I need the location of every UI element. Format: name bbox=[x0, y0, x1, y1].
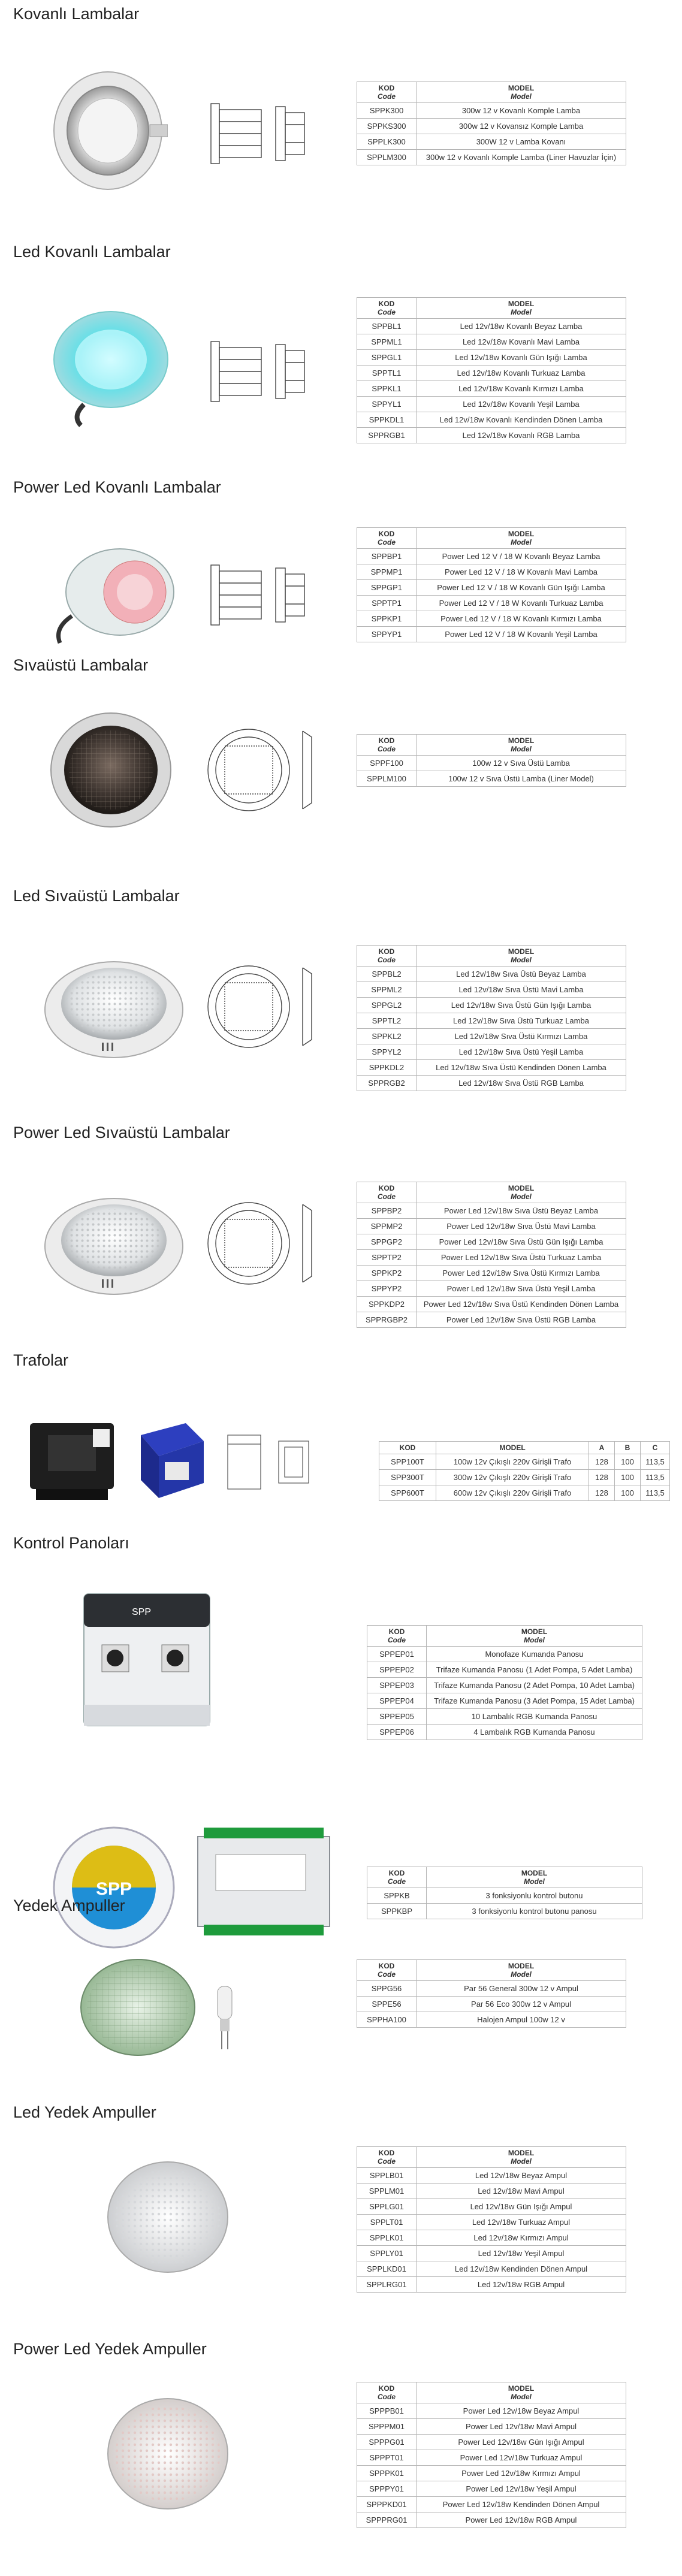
product-code-cell: SPPML2 bbox=[357, 982, 417, 998]
product-code-table bbox=[357, 297, 626, 443]
table-row bbox=[357, 366, 626, 381]
product-code-cell: SPP100T bbox=[379, 1454, 436, 1470]
table-header-row bbox=[357, 2147, 626, 2168]
product-code-cell: SPPPM01 bbox=[357, 2419, 417, 2435]
column-header-model: MODEL Model bbox=[427, 1867, 642, 1888]
product-model-cell: 300w 12 v Kovanlı Komple Lamba bbox=[417, 103, 626, 119]
table-row bbox=[357, 1013, 626, 1029]
product-code-cell: SPPRGB1 bbox=[357, 428, 417, 443]
product-code-cell: SPPKB bbox=[367, 1888, 427, 1904]
section-trafolar bbox=[0, 1351, 682, 1531]
column-header-code: KOD Code bbox=[367, 1867, 427, 1888]
power-led-pool-light-photo bbox=[48, 544, 180, 646]
product-model-cell: Power Led 12 V / 18 W Kovanlı Mavi Lamba bbox=[417, 564, 626, 580]
table-header-row bbox=[367, 1626, 642, 1647]
table-row bbox=[357, 428, 626, 443]
table-row bbox=[357, 1029, 626, 1044]
product-code-cell: SPPK300 bbox=[357, 103, 417, 119]
product-code-cell: SPPEP03 bbox=[367, 1678, 427, 1693]
product-model-cell: 128 bbox=[589, 1454, 615, 1470]
transformer-box-photo bbox=[129, 1411, 213, 1507]
table-row bbox=[357, 1044, 626, 1060]
section-title: Kontrol Panoları bbox=[13, 1534, 129, 1552]
pool-light-photo bbox=[48, 65, 168, 197]
technical-drawing bbox=[204, 556, 312, 634]
product-code-cell: SPPE56 bbox=[357, 1997, 417, 2012]
transformer-photo bbox=[24, 1411, 126, 1507]
table-row bbox=[357, 1297, 626, 1312]
table-row bbox=[357, 319, 626, 334]
table-row bbox=[357, 1203, 626, 1219]
product-model-cell: Led 12v/18w Turkuaz Ampul bbox=[417, 2215, 626, 2230]
table-row bbox=[367, 1709, 642, 1725]
product-code-cell: SPPBL1 bbox=[357, 319, 417, 334]
product-model-cell: Power Led 12v/18w Beyaz Ampul bbox=[417, 2403, 626, 2419]
product-model-cell: Power Led 12 V / 18 W Kovanlı Kırmızı Lamba bbox=[417, 611, 626, 627]
led-surface-light-photo bbox=[42, 953, 186, 1061]
product-model-cell: 10 Lambalık RGB Kumanda Panosu bbox=[427, 1709, 642, 1725]
product-model-cell: Power Led 12v/18w Sıva Üstü Kırmızı Lamba bbox=[417, 1266, 626, 1281]
table-row bbox=[357, 2403, 626, 2419]
product-model-cell: Power Led 12 V / 18 W Kovanlı Beyaz Lamba bbox=[417, 549, 626, 564]
table-header-row bbox=[357, 298, 626, 319]
product-code-cell: SPPPK01 bbox=[357, 2466, 417, 2481]
product-code-cell: SPPTP1 bbox=[357, 596, 417, 611]
table-row bbox=[357, 2481, 626, 2497]
product-model-cell: Led 12v/18w Sıva Üstü Kırmızı Lamba bbox=[417, 1029, 626, 1044]
product-code-cell: SPPYP1 bbox=[357, 627, 417, 642]
product-model-cell: Led 12v/18w Kovanlı RGB Lamba bbox=[417, 428, 626, 443]
surface-light-photo bbox=[48, 710, 174, 830]
technical-drawing bbox=[204, 1195, 324, 1291]
product-code-cell: SPPTL2 bbox=[357, 1013, 417, 1029]
table-row bbox=[357, 1981, 626, 1997]
product-code-cell: SPPEP05 bbox=[367, 1709, 427, 1725]
product-model-cell: 113,5 bbox=[641, 1485, 670, 1501]
table-row bbox=[357, 2215, 626, 2230]
table-row bbox=[367, 1647, 642, 1662]
product-model-cell: Led 12v/18w Beyaz Ampul bbox=[417, 2168, 626, 2184]
product-code-table bbox=[357, 2382, 626, 2528]
table-row bbox=[357, 2230, 626, 2246]
column-header-code: KOD Code bbox=[357, 2147, 417, 2168]
product-code-cell: SPPHA100 bbox=[357, 2012, 417, 2028]
product-code-cell: SPPYL1 bbox=[357, 397, 417, 412]
table-row bbox=[357, 771, 626, 787]
column-header: KOD bbox=[379, 1442, 436, 1454]
product-model-cell: 3 fonksiyonlu kontrol butonu bbox=[427, 1888, 642, 1904]
product-model-cell: Power Led 12v/18w Sıva Üstü Mavi Lamba bbox=[417, 1219, 626, 1234]
product-model-cell: Power Led 12v/18w RGB Ampul bbox=[417, 2512, 626, 2528]
section-title: Power Led Yedek Ampuller bbox=[13, 2340, 207, 2358]
product-model-cell: Monofaze Kumanda Panosu bbox=[427, 1647, 642, 1662]
product-model-cell: Led 12v/18w Sıva Üstü RGB Lamba bbox=[417, 1076, 626, 1091]
product-code-cell: SPPKL1 bbox=[357, 381, 417, 397]
table-row bbox=[357, 1076, 626, 1091]
column-header-code: KOD Code bbox=[357, 298, 417, 319]
product-model-cell: Led 12v/18w Gün Işığı Ampul bbox=[417, 2199, 626, 2215]
table-row bbox=[357, 611, 626, 627]
table-row bbox=[379, 1454, 670, 1470]
product-model-cell: Power Led 12 V / 18 W Kovanlı Gün Işığı Lamba bbox=[417, 580, 626, 596]
product-code-cell: SPP600T bbox=[379, 1485, 436, 1501]
table-row bbox=[357, 1060, 626, 1076]
column-header-model: MODEL Model bbox=[417, 82, 626, 103]
column-header-code: KOD Code bbox=[367, 1626, 427, 1647]
section-title: Power Led Sıvaüstü Lambalar bbox=[13, 1124, 230, 1141]
power-led-bulb-photo bbox=[102, 2394, 234, 2514]
table-row bbox=[357, 580, 626, 596]
product-model-cell: 100w 12 v Sıva Üstü Lamba (Liner Model) bbox=[417, 771, 626, 787]
product-code-cell: SPPKS300 bbox=[357, 119, 417, 134]
table-row bbox=[357, 2450, 626, 2466]
table-row bbox=[357, 1234, 626, 1250]
product-code-cell: SPPEP04 bbox=[367, 1693, 427, 1709]
product-model-cell: 300w 12 v Kovanlı Komple Lamba (Liner Havuzlar İçin) bbox=[417, 150, 626, 165]
table-row bbox=[357, 150, 626, 165]
table-row bbox=[357, 2435, 626, 2450]
product-code-cell: SPPLY01 bbox=[357, 2246, 417, 2261]
halogen-bulb-photo bbox=[207, 1980, 243, 2052]
section-title: Kovanlı Lambalar bbox=[13, 5, 140, 23]
product-model-cell: 100w 12 v Sıva Üstü Lamba bbox=[417, 756, 626, 771]
product-code-cell: SPPLK01 bbox=[357, 2230, 417, 2246]
product-code-cell: SPPPB01 bbox=[357, 2403, 417, 2419]
product-model-cell: Power Led 12v/18w Mavi Ampul bbox=[417, 2419, 626, 2435]
column-header: MODEL bbox=[436, 1442, 589, 1454]
product-model-cell: Power Led 12v/18w Sıva Üstü Kendinden Dönen Lamba bbox=[417, 1297, 626, 1312]
product-model-cell: Power Led 12v/18w Sıva Üstü Gün Işığı Lamba bbox=[417, 1234, 626, 1250]
column-header-model: MODEL Model bbox=[427, 1626, 642, 1647]
control-panel-photo bbox=[78, 1588, 222, 1732]
product-code-cell: SPPLB01 bbox=[357, 2168, 417, 2184]
product-code-cell: SPPLKD01 bbox=[357, 2261, 417, 2277]
table-row bbox=[357, 334, 626, 350]
table-row bbox=[357, 2168, 626, 2184]
table-row bbox=[357, 1997, 626, 2012]
table-row bbox=[357, 2419, 626, 2435]
column-header-model: MODEL Model bbox=[417, 1960, 626, 1981]
product-code-cell: SPPLM100 bbox=[357, 771, 417, 787]
led-pool-light-photo bbox=[48, 309, 174, 428]
product-code-cell: SPPBL2 bbox=[357, 967, 417, 982]
column-header-model: MODEL Model bbox=[417, 528, 626, 549]
product-model-cell: 600w 12v Çıkışlı 220v Girişli Trafo bbox=[436, 1485, 589, 1501]
product-model-cell: Led 12v/18w Sıva Üstü Gün Işığı Lamba bbox=[417, 998, 626, 1013]
product-code-cell: SPPMP2 bbox=[357, 1219, 417, 1234]
product-code-cell: SPPLT01 bbox=[357, 2215, 417, 2230]
product-code-cell: SPPLRG01 bbox=[357, 2277, 417, 2293]
product-model-cell: Led 12v/18w Sıva Üstü Turkuaz Lamba bbox=[417, 1013, 626, 1029]
table-row bbox=[357, 982, 626, 998]
column-header-code: KOD Code bbox=[357, 946, 417, 967]
technical-drawing bbox=[204, 95, 312, 173]
product-model-cell: Led 12v/18w Sıva Üstü Yeşil Lamba bbox=[417, 1044, 626, 1060]
control-panel-table bbox=[367, 1625, 642, 1740]
table-row bbox=[357, 381, 626, 397]
product-code-cell: SPPRGB2 bbox=[357, 1076, 417, 1091]
product-model-cell: Led 12v/18w RGB Ampul bbox=[417, 2277, 626, 2293]
product-model-cell: Power Led 12v/18w Sıva Üstü Yeşil Lamba bbox=[417, 1281, 626, 1297]
product-model-cell: Led 12v/18w Sıva Üstü Mavi Lamba bbox=[417, 982, 626, 998]
transformer-table bbox=[379, 1441, 670, 1501]
product-code-cell: SPPPKD01 bbox=[357, 2497, 417, 2512]
product-code-cell: SPPTL1 bbox=[357, 366, 417, 381]
table-header-row bbox=[367, 1867, 642, 1888]
product-code-cell: SPPLK300 bbox=[357, 134, 417, 150]
table-row bbox=[357, 2261, 626, 2277]
product-code-cell: SPPKDP2 bbox=[357, 1297, 417, 1312]
column-header-model: MODEL Model bbox=[417, 2147, 626, 2168]
product-code-table bbox=[357, 945, 626, 1091]
product-model-cell: Trifaze Kumanda Panosu (1 Adet Pompa, 5 Adet Lamba) bbox=[427, 1662, 642, 1678]
column-header-code: KOD Code bbox=[357, 528, 417, 549]
product-model-cell: Led 12v/18w Mavi Ampul bbox=[417, 2184, 626, 2199]
power-led-surface-light-photo bbox=[42, 1189, 186, 1297]
table-header-row bbox=[357, 82, 626, 103]
column-header-model: MODEL Model bbox=[417, 2382, 626, 2403]
product-code-cell: SPPLM01 bbox=[357, 2184, 417, 2199]
product-code-table bbox=[357, 1182, 626, 1328]
product-model-cell: 100 bbox=[615, 1485, 641, 1501]
product-code-table bbox=[357, 527, 626, 642]
product-model-cell: 4 Lambalık RGB Kumanda Panosu bbox=[427, 1725, 642, 1740]
product-model-cell: Led 12v/18w Sıva Üstü Beyaz Lamba bbox=[417, 967, 626, 982]
product-code-cell: SPPKDL2 bbox=[357, 1060, 417, 1076]
table-row bbox=[357, 1281, 626, 1297]
table-row bbox=[357, 397, 626, 412]
section-title: Led Kovanlı Lambalar bbox=[13, 243, 171, 261]
technical-drawing bbox=[204, 959, 324, 1055]
product-code-cell: SPPPY01 bbox=[357, 2481, 417, 2497]
product-model-cell: 100 bbox=[615, 1454, 641, 1470]
product-code-table bbox=[357, 734, 626, 787]
column-header-model: MODEL Model bbox=[417, 946, 626, 967]
technical-drawing bbox=[222, 1423, 324, 1501]
product-code-table bbox=[357, 81, 626, 165]
product-model-cell: Trifaze Kumanda Panosu (3 Adet Pompa, 15 Adet Lamba) bbox=[427, 1693, 642, 1709]
column-header-code: KOD Code bbox=[357, 1960, 417, 1981]
product-model-cell: Halojen Ampul 100w 12 v bbox=[417, 2012, 626, 2028]
led-bulb-photo bbox=[102, 2157, 234, 2277]
product-code-cell: SPPKDL1 bbox=[357, 412, 417, 428]
table-row bbox=[357, 2199, 626, 2215]
column-header: A bbox=[589, 1442, 615, 1454]
product-model-cell: 300w 12v Çıkışlı 220v Girişli Trafo bbox=[436, 1470, 589, 1485]
table-row bbox=[357, 564, 626, 580]
section-title: Yedek Ampuller bbox=[13, 1896, 125, 1914]
table-row bbox=[357, 1312, 626, 1328]
column-header-model: MODEL Model bbox=[417, 1182, 626, 1203]
product-model-cell: Led 12v/18w Kovanlı Yeşil Lamba bbox=[417, 397, 626, 412]
column-header: B bbox=[615, 1442, 641, 1454]
product-code-cell: SPPYL2 bbox=[357, 1044, 417, 1060]
table-header-row bbox=[357, 1960, 626, 1981]
product-model-cell: Power Led 12v/18w Gün Işığı Ampul bbox=[417, 2435, 626, 2450]
product-code-cell: SPPLG01 bbox=[357, 2199, 417, 2215]
column-header-model: MODEL Model bbox=[417, 298, 626, 319]
product-code-cell: SPPKP2 bbox=[357, 1266, 417, 1281]
product-code-cell: SPPKP1 bbox=[357, 611, 417, 627]
product-code-cell: SPPPRG01 bbox=[357, 2512, 417, 2528]
table-row bbox=[357, 2277, 626, 2293]
product-model-cell: Power Led 12 V / 18 W Kovanlı Yeşil Lamba bbox=[417, 627, 626, 642]
table-row bbox=[357, 2012, 626, 2028]
section-title: Sıvaüstü Lambalar bbox=[13, 656, 149, 674]
product-code-cell: SPPF100 bbox=[357, 756, 417, 771]
table-row bbox=[367, 1662, 642, 1678]
product-code-cell: SPPEP06 bbox=[367, 1725, 427, 1740]
table-header-row bbox=[357, 946, 626, 967]
button-logo-label: SPP bbox=[96, 1879, 132, 1899]
product-model-cell: 128 bbox=[589, 1470, 615, 1485]
panel-brand-label: SPP bbox=[132, 1607, 152, 1617]
table-header-row bbox=[357, 528, 626, 549]
product-code-table bbox=[357, 2146, 626, 2293]
product-model-cell: 100w 12v Çıkışlı 220v Girişli Trafo bbox=[436, 1454, 589, 1470]
product-model-cell: Led 12v/18w Sıva Üstü Kendinden Dönen Lamba bbox=[417, 1060, 626, 1076]
table-header-row bbox=[357, 735, 626, 756]
table-row bbox=[367, 1693, 642, 1709]
product-model-cell: Led 12v/18w Kovanlı Gün Işığı Lamba bbox=[417, 350, 626, 366]
table-row bbox=[379, 1470, 670, 1485]
product-model-cell: 3 fonksiyonlu kontrol butonu panosu bbox=[427, 1904, 642, 1919]
section-title: Led Sıvaüstü Lambalar bbox=[13, 887, 180, 905]
column-header-code: KOD Code bbox=[357, 82, 417, 103]
table-row bbox=[357, 549, 626, 564]
table-row bbox=[357, 1266, 626, 1281]
table-row bbox=[357, 119, 626, 134]
table-row bbox=[357, 2512, 626, 2528]
product-code-cell: SPPGP2 bbox=[357, 1234, 417, 1250]
product-code-cell: SPPGL2 bbox=[357, 998, 417, 1013]
column-header-code: KOD Code bbox=[357, 1182, 417, 1203]
product-code-cell: SPPKBP bbox=[367, 1904, 427, 1919]
product-model-cell: Led 12v/18w Kendinden Dönen Ampul bbox=[417, 2261, 626, 2277]
product-code-cell: SPPML1 bbox=[357, 334, 417, 350]
product-model-cell: Led 12v/18w Yeşil Ampul bbox=[417, 2246, 626, 2261]
product-model-cell: Power Led 12v/18w Turkuaz Ampul bbox=[417, 2450, 626, 2466]
technical-drawing bbox=[204, 333, 312, 410]
table-row bbox=[367, 1725, 642, 1740]
product-model-cell: Led 12v/18w Kovanlı Kendinden Dönen Lamba bbox=[417, 412, 626, 428]
column-header-code: KOD Code bbox=[357, 735, 417, 756]
product-code-cell: SPPMP1 bbox=[357, 564, 417, 580]
product-model-cell: Power Led 12v/18w Sıva Üstü Turkuaz Lamba bbox=[417, 1250, 626, 1266]
par56-bulb-photo bbox=[78, 1953, 198, 2061]
product-code-cell: SPPYP2 bbox=[357, 1281, 417, 1297]
product-code-cell: SPPKL2 bbox=[357, 1029, 417, 1044]
product-model-cell: Power Led 12v/18w Sıva Üstü RGB Lamba bbox=[417, 1312, 626, 1328]
table-row bbox=[357, 627, 626, 642]
product-code-cell: SPPBP1 bbox=[357, 549, 417, 564]
product-model-cell: Led 12v/18w Kovanlı Kırmızı Lamba bbox=[417, 381, 626, 397]
table-row bbox=[367, 1678, 642, 1693]
product-model-cell: 113,5 bbox=[641, 1454, 670, 1470]
table-row bbox=[357, 1250, 626, 1266]
table-row bbox=[357, 103, 626, 119]
column-header-model: MODEL Model bbox=[417, 735, 626, 756]
table-row bbox=[357, 2466, 626, 2481]
product-code-cell: SPPBP2 bbox=[357, 1203, 417, 1219]
table-row bbox=[357, 967, 626, 982]
table-row bbox=[357, 412, 626, 428]
table-row bbox=[357, 1219, 626, 1234]
section-title: Led Yedek Ampuller bbox=[13, 2103, 156, 2121]
product-code-cell: SPPPG01 bbox=[357, 2435, 417, 2450]
product-model-cell: 300w 12 v Kovansız Komple Lamba bbox=[417, 119, 626, 134]
column-header: C bbox=[641, 1442, 670, 1454]
product-model-cell: 128 bbox=[589, 1485, 615, 1501]
product-code-cell: SPPLM300 bbox=[357, 150, 417, 165]
table-row bbox=[357, 2497, 626, 2512]
product-code-cell: SPPEP02 bbox=[367, 1662, 427, 1678]
product-model-cell: Par 56 General 300w 12 v Ampul bbox=[417, 1981, 626, 1997]
product-model-cell: 300W 12 v Lamba Kovanı bbox=[417, 134, 626, 150]
product-model-cell: 113,5 bbox=[641, 1470, 670, 1485]
product-code-cell: SPP300T bbox=[379, 1470, 436, 1485]
product-model-cell: Power Led 12v/18w Kırmızı Ampul bbox=[417, 2466, 626, 2481]
product-model-cell: Trifaze Kumanda Panosu (2 Adet Pompa, 10 Adet Lamba) bbox=[427, 1678, 642, 1693]
table-row bbox=[357, 596, 626, 611]
table-row bbox=[357, 998, 626, 1013]
table-header-row bbox=[379, 1442, 670, 1454]
table-row bbox=[357, 350, 626, 366]
product-code-cell: SPPTP2 bbox=[357, 1250, 417, 1266]
section-title: Power Led Kovanlı Lambalar bbox=[13, 478, 221, 496]
product-code-cell: SPPGP1 bbox=[357, 580, 417, 596]
product-model-cell: Par 56 Eco 300w 12 v Ampul bbox=[417, 1997, 626, 2012]
product-code-cell: SPPGL1 bbox=[357, 350, 417, 366]
table-row bbox=[357, 756, 626, 771]
table-row bbox=[357, 134, 626, 150]
product-code-cell: SPPRGBP2 bbox=[357, 1312, 417, 1328]
product-code-cell: SPPEP01 bbox=[367, 1647, 427, 1662]
product-code-cell: SPPG56 bbox=[357, 1981, 417, 1997]
product-model-cell: Led 12v/18w Kovanlı Beyaz Lamba bbox=[417, 319, 626, 334]
product-model-cell: Led 12v/18w Kovanlı Turkuaz Lamba bbox=[417, 366, 626, 381]
product-model-cell: Power Led 12 V / 18 W Kovanlı Turkuaz Lamba bbox=[417, 596, 626, 611]
table-header-row bbox=[357, 2382, 626, 2403]
product-model-cell: Power Led 12v/18w Kendinden Dönen Ampul bbox=[417, 2497, 626, 2512]
table-row bbox=[357, 2184, 626, 2199]
product-model-cell: Led 12v/18w Kovanlı Mavi Lamba bbox=[417, 334, 626, 350]
product-model-cell: Power Led 12v/18w Sıva Üstü Beyaz Lamba bbox=[417, 1203, 626, 1219]
column-header-code: KOD Code bbox=[357, 2382, 417, 2403]
product-model-cell: 100 bbox=[615, 1470, 641, 1485]
table-row bbox=[379, 1485, 670, 1501]
product-code-cell: SPPPT01 bbox=[357, 2450, 417, 2466]
table-row bbox=[357, 2246, 626, 2261]
technical-drawing bbox=[204, 722, 324, 818]
product-model-cell: Led 12v/18w Kırmızı Ampul bbox=[417, 2230, 626, 2246]
table-header-row bbox=[357, 1182, 626, 1203]
product-code-table bbox=[357, 1959, 626, 2028]
product-model-cell: Power Led 12v/18w Yeşil Ampul bbox=[417, 2481, 626, 2497]
section-title: Trafolar bbox=[13, 1351, 69, 1369]
